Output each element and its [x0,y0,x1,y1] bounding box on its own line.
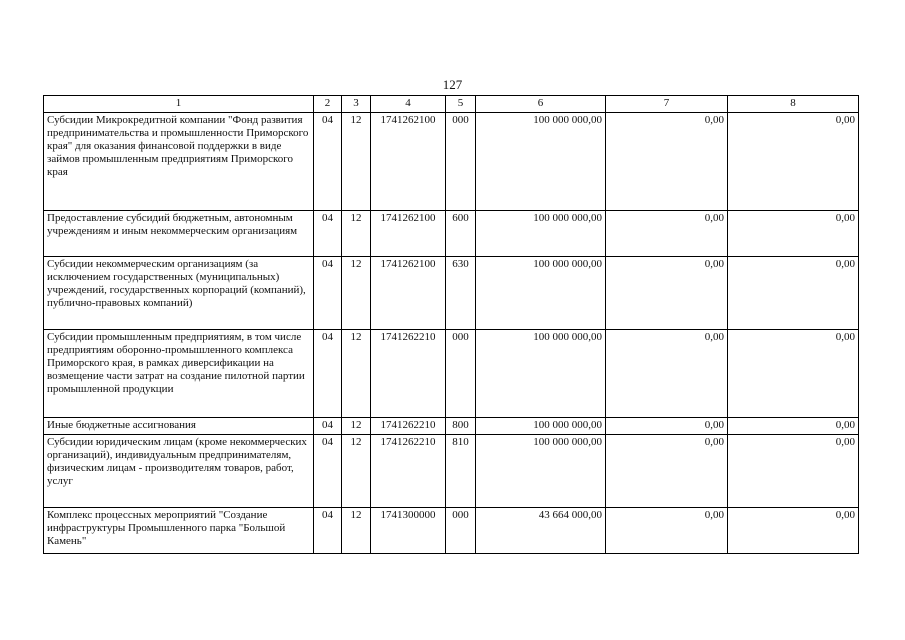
row-amount-col7: 0,00 [606,508,728,554]
row-target-code: 1741262210 [371,330,446,418]
row-amount-col8: 0,00 [728,257,859,330]
row-amount-col7: 0,00 [606,435,728,508]
row-section: 04 [314,257,342,330]
row-subsection: 12 [342,418,371,435]
row-amount-col7: 0,00 [606,418,728,435]
row-name: Субсидии некоммерческим организациям (за исключением государственных (муниципальных) учреждений, государственных корпораций (компаний), публично-правовых компаний) [44,257,314,330]
row-target-code: 1741262100 [371,113,446,211]
table-row [44,257,859,330]
row-amount-col8: 0,00 [728,330,859,418]
row-amount-col8: 0,00 [728,435,859,508]
row-amount-col6: 43 664 000,00 [476,508,606,554]
row-amount-col7: 0,00 [606,330,728,418]
row-section: 04 [314,418,342,435]
header-col-6: 6 [476,96,606,113]
row-subsection: 12 [342,435,371,508]
row-subsection: 12 [342,113,371,211]
row-target-code: 1741262100 [371,257,446,330]
row-expense-type: 000 [446,113,476,211]
row-name: Иные бюджетные ассигнования [44,418,314,435]
row-amount-col7: 0,00 [606,211,728,257]
row-expense-type: 630 [446,257,476,330]
row-amount-col6: 100 000 000,00 [476,330,606,418]
header-row [44,96,859,113]
row-expense-type: 000 [446,508,476,554]
row-section: 04 [314,113,342,211]
table-row [44,113,859,211]
row-amount-col6: 100 000 000,00 [476,257,606,330]
row-amount-col7: 0,00 [606,257,728,330]
row-amount-col6: 100 000 000,00 [476,211,606,257]
row-amount-col8: 0,00 [728,211,859,257]
table-body [44,113,859,554]
row-amount-col8: 0,00 [728,418,859,435]
row-name: Субсидии юридическим лицам (кроме некоммерческих организаций), индивидуальным предпринимателям, физическим лицам - производителям товаров, работ, услуг [44,435,314,508]
row-target-code: 1741262210 [371,418,446,435]
header-col-8: 8 [728,96,859,113]
page-number: 127 [442,77,463,92]
table-header [44,96,859,113]
row-section: 04 [314,508,342,554]
row-expense-type: 000 [446,330,476,418]
table-row [44,211,859,257]
row-expense-type: 600 [446,211,476,257]
header-col-4: 4 [371,96,446,113]
row-amount-col8: 0,00 [728,113,859,211]
row-name: Комплекс процессных мероприятий "Создание инфраструктуры Промышленного парка "Большой Камень" [44,508,314,554]
row-section: 04 [314,435,342,508]
row-name: Субсидии промышленным предприятиям, в том числе предприятиям оборонно-промышленного комплекса Приморского края, в рамках диверсификации на возмещение части затрат на создание пилотной партии промышленной продукции [44,330,314,418]
row-expense-type: 800 [446,418,476,435]
header-col-2: 2 [314,96,342,113]
row-expense-type: 810 [446,435,476,508]
row-target-code: 1741262210 [371,435,446,508]
row-target-code: 1741262100 [371,211,446,257]
row-subsection: 12 [342,508,371,554]
row-subsection: 12 [342,211,371,257]
row-target-code: 1741300000 [371,508,446,554]
row-name: Предоставление субсидий бюджетным, автономным учреждениям и иным некоммерческим организациям [44,211,314,257]
row-amount-col6: 100 000 000,00 [476,435,606,508]
row-amount-col7: 0,00 [606,113,728,211]
table-row [44,435,859,508]
row-name: Субсидии Микрокредитной компании "Фонд развития предпринимательства и промышленности Приморского края" для оказания финансовой поддержки в виде займов промышленным предприятиям Приморского края [44,113,314,211]
row-subsection: 12 [342,330,371,418]
row-amount-col8: 0,00 [728,508,859,554]
row-section: 04 [314,330,342,418]
budget-table [43,95,859,554]
header-col-1: 1 [44,96,314,113]
row-subsection: 12 [342,257,371,330]
row-section: 04 [314,211,342,257]
row-amount-col6: 100 000 000,00 [476,113,606,211]
row-amount-col6: 100 000 000,00 [476,418,606,435]
header-col-7: 7 [606,96,728,113]
header-col-5: 5 [446,96,476,113]
header-col-3: 3 [342,96,371,113]
table-row [44,508,859,554]
table-row [44,330,859,418]
table-row [44,418,859,435]
